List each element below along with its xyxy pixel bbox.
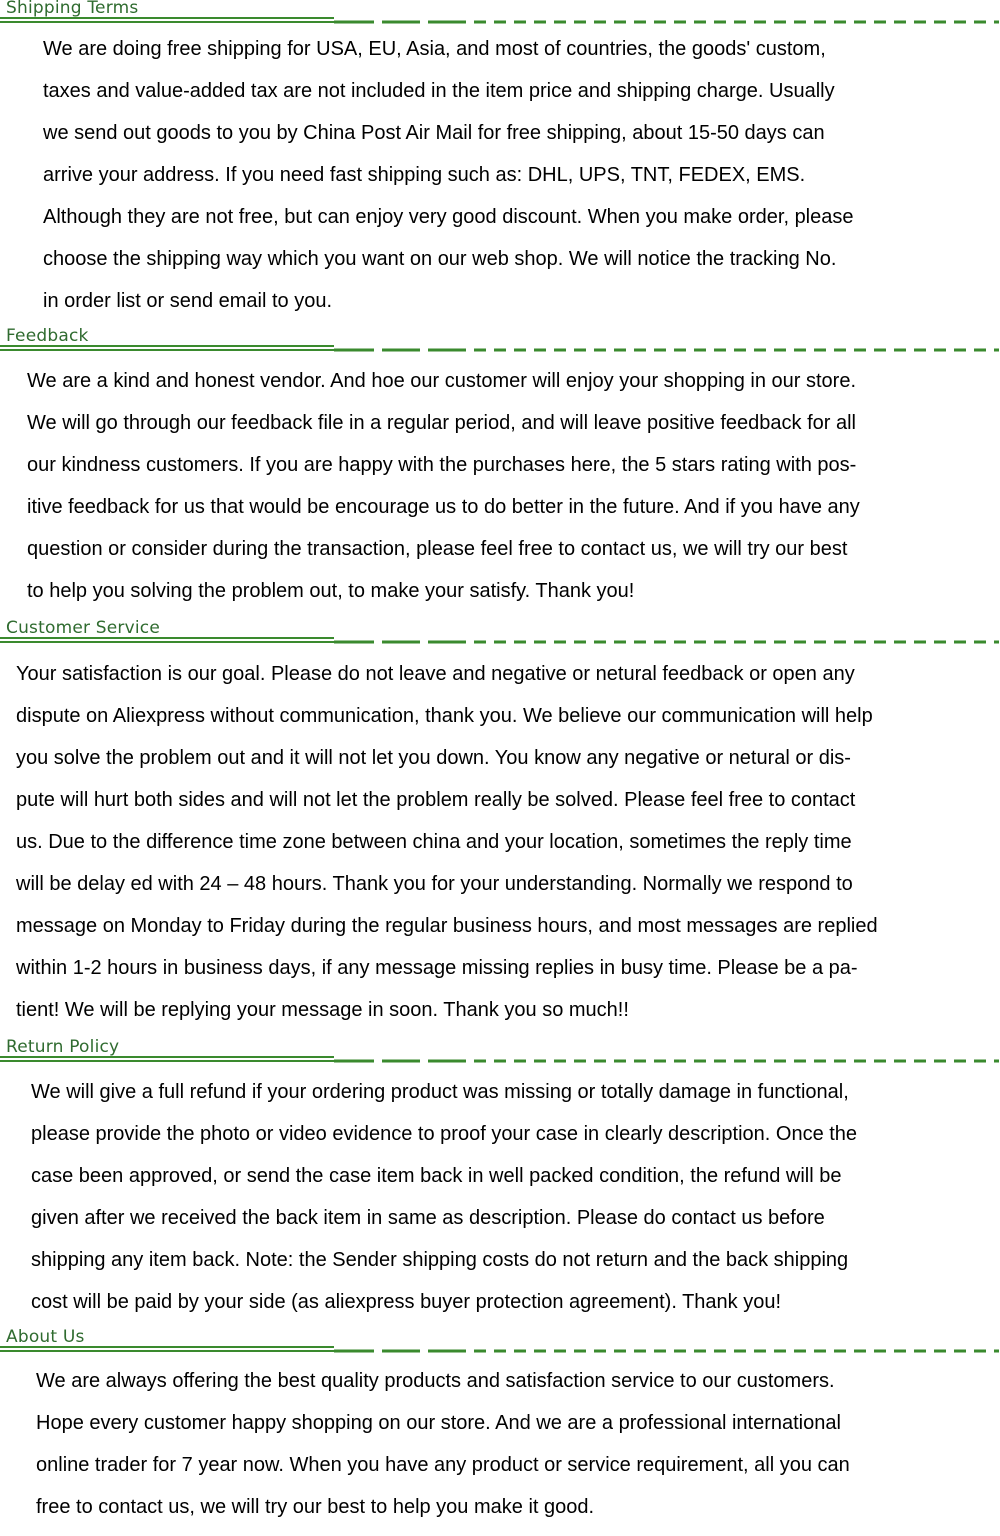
section-title-customer-service: Customer Service	[6, 618, 161, 638]
shipping-terms-line: Although they are not free, but can enjoy very good discount. When you make order, please	[43, 206, 854, 228]
return-policy-line: case been approved, or send the case item back in well packed condition, the refund will be	[31, 1165, 842, 1187]
customer-service-line: will be delay ed with 24 – 48 hours. Thank you for your understanding. Normally we respond to	[16, 873, 853, 895]
return-policy-line: please provide the photo or video evidence to proof your case in clearly description. Once the	[31, 1123, 858, 1145]
about-us-line: We are always offering the best quality products and satisfaction service to our customers.	[36, 1370, 835, 1392]
about-us-line: free to contact us, we will try our best to help you make it good.	[36, 1496, 595, 1518]
customer-service-line: message on Monday to Friday during the regular business hours, and most messages are replied	[16, 915, 878, 937]
customer-service-line: tient! We will be replying your message in soon. Thank you so much!!	[16, 999, 629, 1021]
section-divider	[0, 344, 1000, 354]
customer-service-line: within 1-2 hours in business days, if any message missing replies in busy time. Please be a pa-	[16, 957, 858, 979]
section-divider	[0, 1345, 1000, 1355]
customer-service-line: pute will hurt both sides and will not let the problem really be solved. Please feel free to contact	[16, 789, 856, 811]
shipping-terms-line: arrive your address. If you need fast shipping such as: DHL, UPS, TNT, FEDEX, EMS.	[43, 164, 806, 186]
customer-service-line: dispute on Aliexpress without communication, thank you. We believe our communication will help	[16, 705, 873, 727]
section-title-feedback: Feedback	[6, 326, 89, 346]
feedback-line: itive feedback for us that would be encourage us to do better in the future. And if you have any	[27, 496, 860, 518]
return-policy-line: shipping any item back. Note: the Sender shipping costs do not return and the back shipping	[31, 1249, 849, 1271]
divider-graphic	[0, 16, 1000, 26]
shipping-terms-line: we send out goods to you by China Post Air Mail for free shipping, about 15-50 days can	[43, 122, 825, 144]
divider-graphic	[0, 636, 1000, 646]
feedback-line: We will go through our feedback file in a regular period, and will leave positive feedback for all	[27, 412, 856, 434]
feedback-line: We are a kind and honest vendor. And hoe our customer will enjoy your shopping in our store.	[27, 370, 857, 392]
section-title-return-policy: Return Policy	[6, 1037, 120, 1057]
divider-graphic	[0, 344, 1000, 354]
shipping-terms-line: in order list or send email to you.	[43, 290, 333, 312]
feedback-line: question or consider during the transaction, please feel free to contact us, we will try our best	[27, 538, 848, 560]
return-policy-line: given after we received the back item in same as description. Please do contact us before	[31, 1207, 825, 1229]
about-us-line: Hope every customer happy shopping on our store. And we are a professional international	[36, 1412, 841, 1434]
return-policy-line: We will give a full refund if your ordering product was missing or totally damage in functional,	[31, 1081, 849, 1103]
divider-graphic	[0, 1345, 1000, 1355]
section-divider	[0, 1055, 1000, 1065]
section-title-about-us: About Us	[6, 1327, 85, 1347]
shipping-terms-line: We are doing free shipping for USA, EU, Asia, and most of countries, the goods' custom,	[43, 38, 826, 60]
shipping-terms-line: taxes and value-added tax are not included in the item price and shipping charge. Usually	[43, 80, 835, 102]
section-divider	[0, 636, 1000, 646]
customer-service-line: us. Due to the difference time zone between china and your location, sometimes the reply time	[16, 831, 852, 853]
feedback-line: to help you solving the problem out, to make your satisfy. Thank you!	[27, 580, 635, 602]
return-policy-line: cost will be paid by your side (as aliexpress buyer protection agreement). Thank you!	[31, 1291, 782, 1313]
section-title-shipping-terms: Shipping Terms	[6, 0, 139, 18]
shipping-terms-line: choose the shipping way which you want on our web shop. We will notice the tracking No.	[43, 248, 837, 270]
customer-service-line: Your satisfaction is our goal. Please do not leave and negative or netural feedback or open any	[16, 663, 855, 685]
feedback-line: our kindness customers. If you are happy with the purchases here, the 5 stars rating with pos-	[27, 454, 857, 476]
section-divider	[0, 16, 1000, 26]
about-us-line: online trader for 7 year now. When you have any product or service requirement, all you can	[36, 1454, 850, 1476]
divider-graphic	[0, 1055, 1000, 1065]
customer-service-line: you solve the problem out and it will not let you down. You know any negative or netural or dis-	[16, 747, 851, 769]
